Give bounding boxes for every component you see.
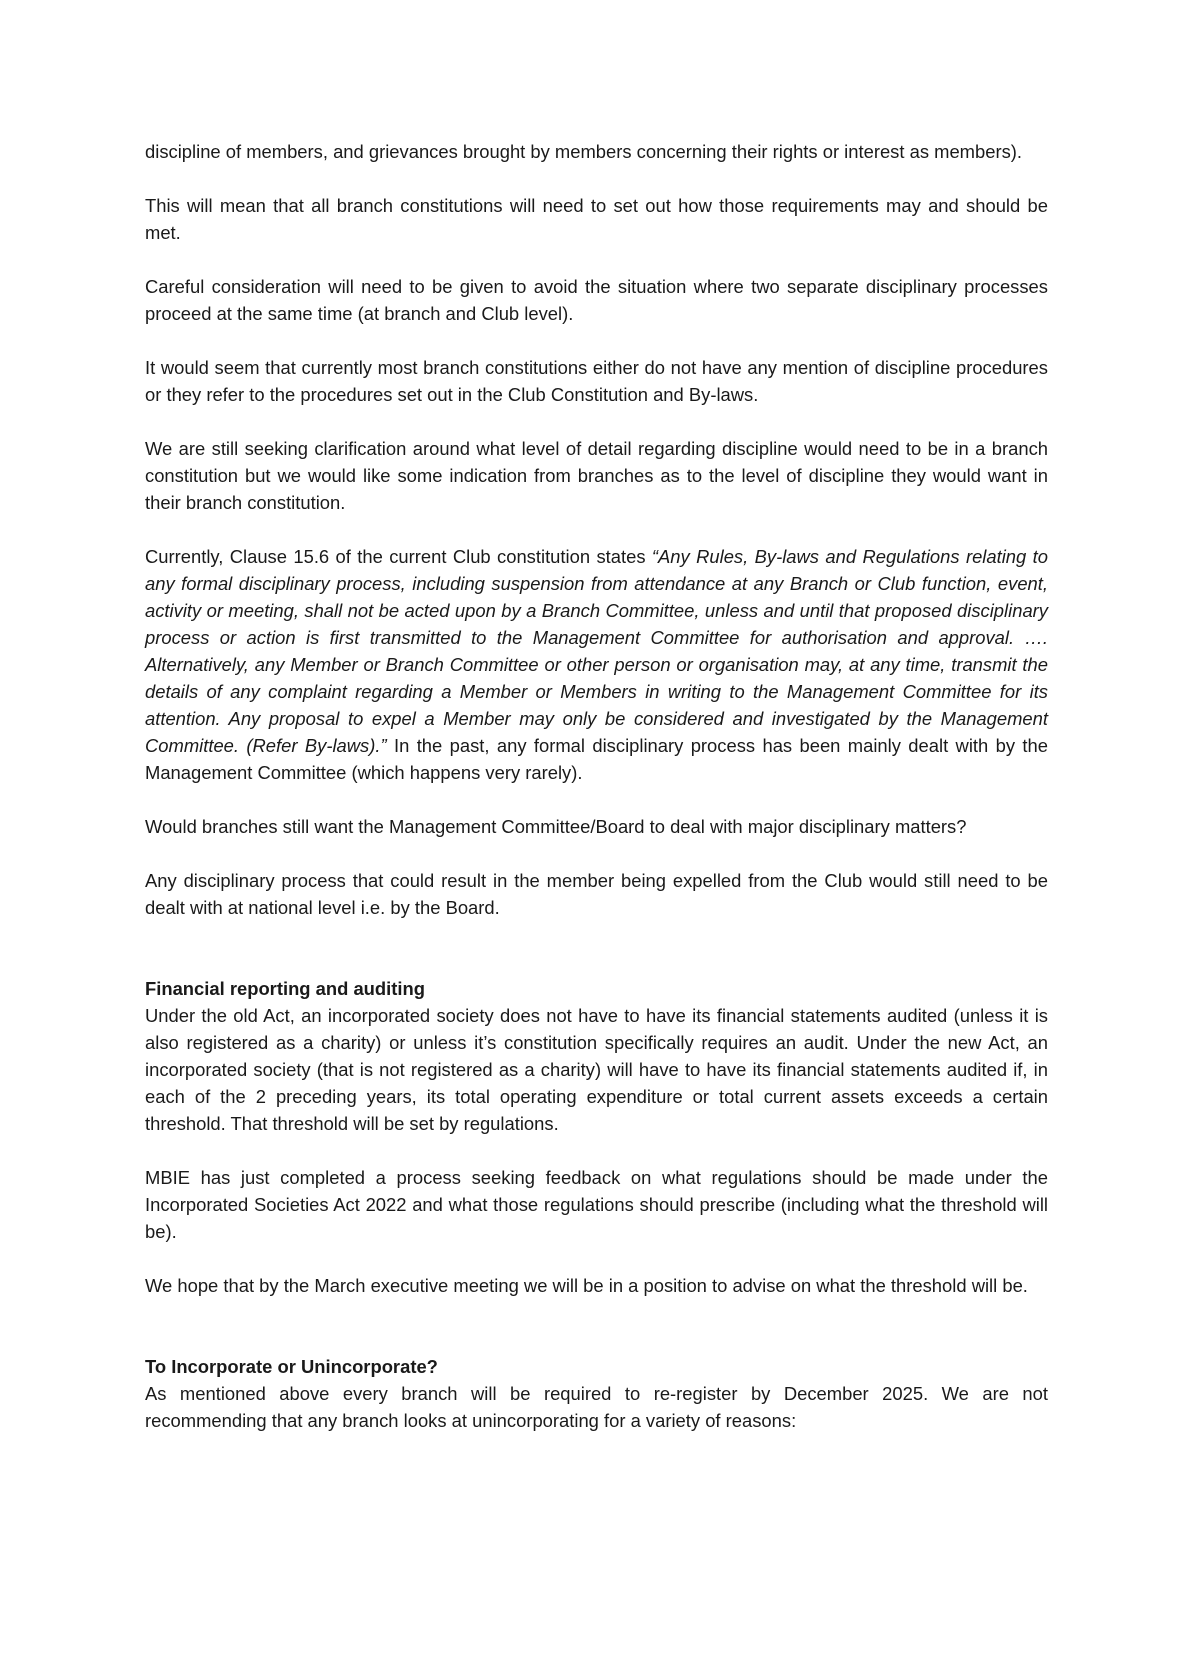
paragraph-current-constitutions: It would seem that currently most branch constitutions either do not have any mention of discipline procedures or they refer to the procedures set out in the Club Constitution and By-laws.: [145, 357, 1048, 405]
paragraph-careful-consideration: Careful consideration will need to be given to avoid the situation where two separate disciplinary processes proceed at the same time (at branch and Club level).: [145, 276, 1048, 324]
heading-financial-reporting: Financial reporting and auditing: [145, 978, 425, 999]
paragraph-discipline-grievances: discipline of members, and grievances brought by members concerning their rights or interest as members).: [145, 141, 1023, 162]
paragraph-re-register: As mentioned above every branch will be required to re-register by December 2025. We are not recommending that any branch looks at unincorporating for a variety of reasons:: [145, 1383, 1048, 1431]
paragraph-board-question: Would branches still want the Management Committee/Board to deal with major disciplinary matters?: [145, 816, 967, 837]
paragraph-branch-constitutions: This will mean that all branch constitutions will need to set out how those requirements may and should be met.: [145, 195, 1048, 243]
paragraph-audit-requirements: Under the old Act, an incorporated society does not have to have its financial statements audited (unless it is also registered as a charity) or unless it’s constitution specifically requires an audit. Under the new Act, an incorporated society (that is not registered as a charity) will have to have its financial statements audited if, in each of the 2 preceding years, its total operating expenditure or total current assets exceeds a certain threshold. That threshold will be set by regulations.: [145, 1005, 1048, 1134]
paragraph-march-meeting: We hope that by the March executive meeting we will be in a position to advise on what the threshold will be.: [145, 1275, 1028, 1296]
document-page: [145, 138, 1048, 1461]
clause-quote: “Any Rules, By-laws and Regulations relating to any formal disciplinary process, including suspension from attendance at any Branch or Club function, event, activity or meeting, shall not be acted upon by a Branch Committee, unless and until that proposed disciplinary process or action is first transmitted to the Management Committee for authorisation and approval. …. Alternatively, any Member or Branch Committee or other person or organisation may, at any time, transmit the details of any complaint regarding a Member or Members in writing to the Management Committee for its attention. Any proposal to expel a Member may only be considered and investigated by the Management Committee. (Refer By-laws).”: [145, 546, 1048, 756]
section-spacer: [145, 1326, 1048, 1353]
section-spacer: [145, 948, 1048, 975]
paragraph-mbie-feedback: MBIE has just completed a process seeking feedback on what regulations should be made under the Incorporated Societies Act 2022 and what those regulations should prescribe (including what the threshold will be).: [145, 1167, 1048, 1242]
clause-intro: Currently, Clause 15.6 of the current Club constitution states: [145, 546, 652, 567]
paragraph-expulsion-process: Any disciplinary process that could result in the member being expelled from the Club would still need to be dealt with at national level i.e. by the Board.: [145, 870, 1048, 918]
paragraph-clause-15-6: [145, 543, 1048, 786]
clause-outro: In the past, any formal disciplinary process has been mainly dealt with by the Management Committee (which happens very rarely).: [145, 735, 1048, 783]
heading-incorporate: To Incorporate or Unincorporate?: [145, 1356, 438, 1377]
paragraph-seeking-clarification: We are still seeking clarification around what level of detail regarding discipline would need to be in a branch constitution but we would like some indication from branches as to the level of discipline they would want in their branch constitution.: [145, 438, 1048, 513]
